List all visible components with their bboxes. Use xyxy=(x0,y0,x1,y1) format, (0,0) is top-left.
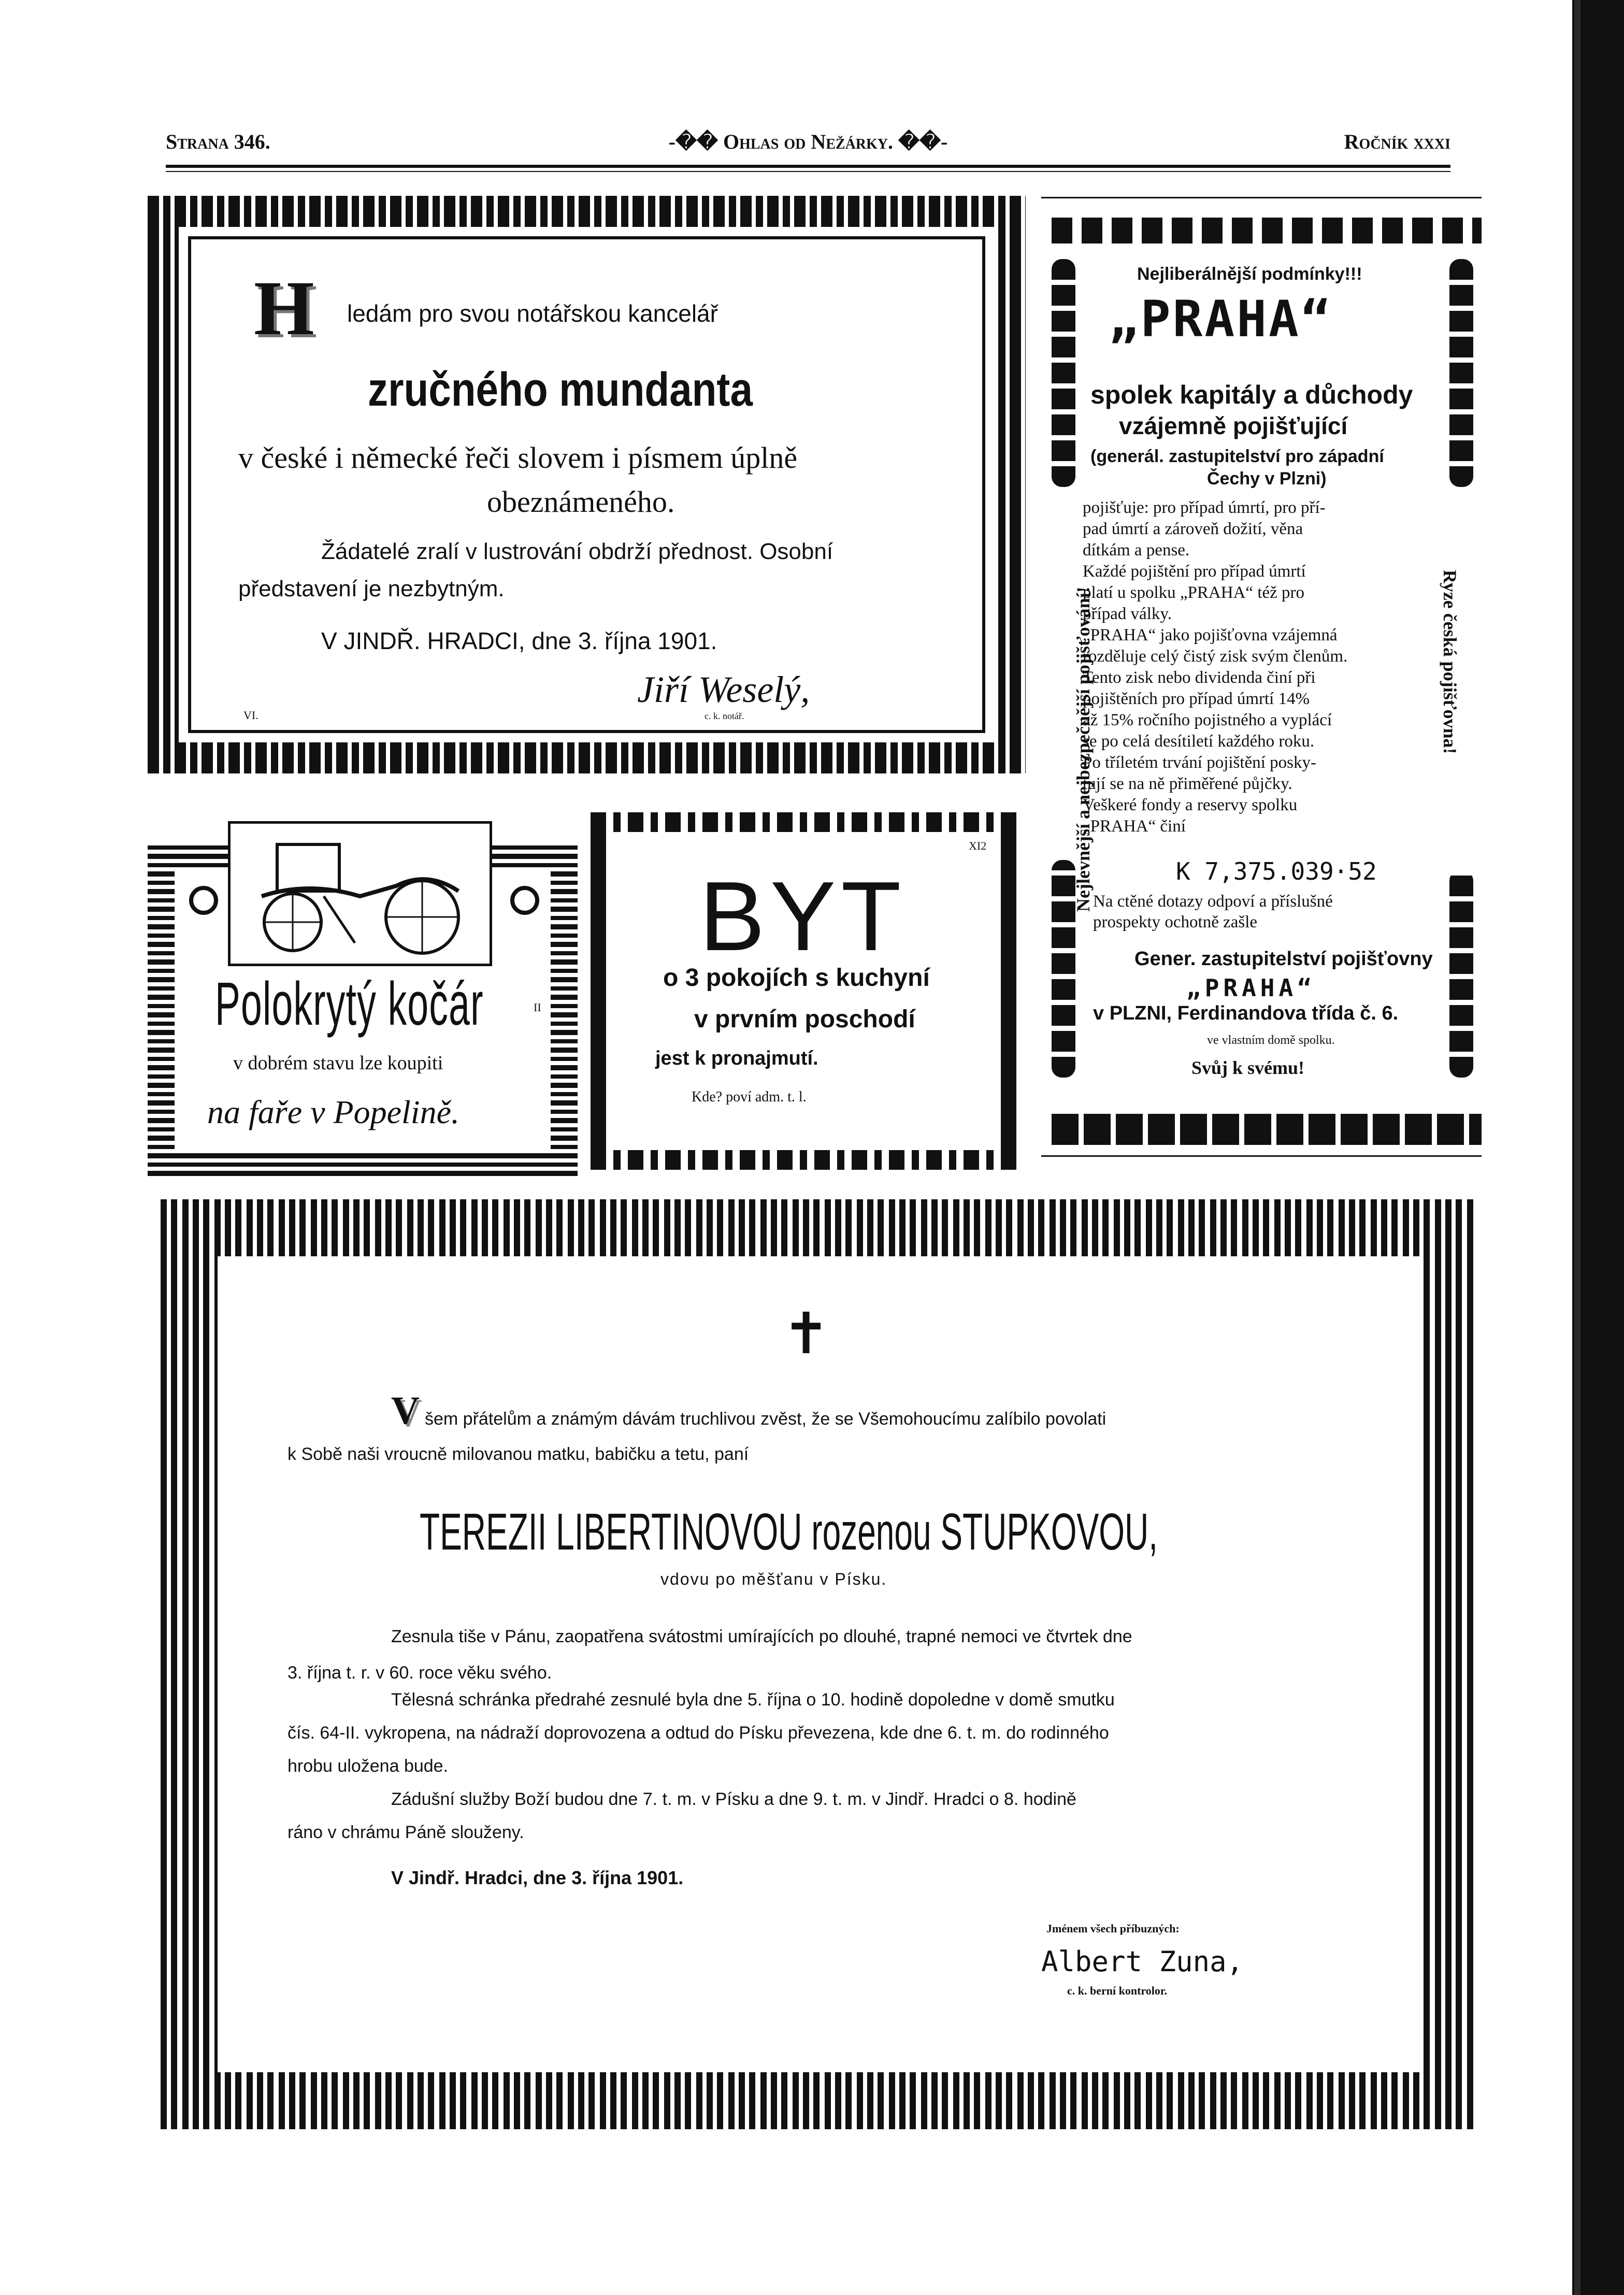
carriage-line2: na faře v Popelině. xyxy=(207,1094,459,1130)
praha-body-line: dítkám a pense. xyxy=(1083,541,1190,560)
obituary-family: Jménem všech příbuzných: xyxy=(1046,1922,1180,1935)
notary-drop-cap: H xyxy=(254,265,314,351)
header-rule-thin xyxy=(166,171,1450,172)
praha-body-line: rozděluje celý čistý zisk svým členům. xyxy=(1083,647,1348,666)
obituary-p2b: čís. 64-II. vykropena, na nádraží doprovozena a odtud do Písku převezena, kde dne 6. t. m. do rodinného xyxy=(288,1723,1109,1743)
obituary-widow: vdovu po měšťanu v Písku. xyxy=(660,1570,887,1588)
cross-icon: ✝ xyxy=(782,1302,830,1366)
praha-body-line: až 15% ročního pojistného a vyplácí xyxy=(1083,711,1332,729)
obituary-p1b: 3. října t. r. v 60. roce věku svého. xyxy=(288,1663,552,1683)
flat-title: BYT xyxy=(699,862,907,971)
praha-body-line: pad úmrtí a zároveň dožití, věna xyxy=(1083,520,1303,538)
praha-body-line: Veškeré fondy a reservy spolku xyxy=(1083,796,1298,814)
praha-body-line: „PRAHA“ činí xyxy=(1083,817,1186,836)
praha-side-right: Ryze česká pojišťovna! xyxy=(1440,570,1460,754)
praha-body-line: tují se na ně přiměřené půjčky. xyxy=(1083,774,1292,793)
praha-body-line: „PRAHA“ jako pojišťovna vzájemná xyxy=(1083,626,1338,644)
obituary-line1: šem přátelům a známým dávám truchlivou zvěst, že se Všemohoucímu zalíbilo povolati xyxy=(425,1409,1106,1429)
praha-address-note: ve vlastním domě spolku. xyxy=(1207,1034,1335,1047)
praha-body-line: případ války. xyxy=(1083,605,1172,623)
obituary-p2c: hrobu uložena bude. xyxy=(288,1756,449,1776)
praha-body2-line: Na ctěné dotazy odpoví a příslušné xyxy=(1093,892,1333,911)
flat-line4: Kde? poví adm. t. l. xyxy=(692,1089,807,1105)
header-rule xyxy=(166,165,1450,168)
notary-place-date: V JINDŘ. HRADCI, dne 3. října 1901. xyxy=(321,627,717,654)
praha-top-line: Nejliberálnější podmínky!!! xyxy=(1137,264,1362,284)
notary-line3: obeznámeného. xyxy=(487,485,675,519)
deceased-name: TEREZII LIBERTINOVOU rozenou STUPKOVOU, xyxy=(420,1503,1158,1561)
notary-signature-title: c. k. notář. xyxy=(705,711,744,721)
obituary-signer: Albert Zuna, xyxy=(1041,1945,1244,1978)
praha-body-line: Tento zisk nebo dividenda činí při xyxy=(1083,668,1316,687)
praha-body-line: pojišťuje: pro případ úmrtí, pro pří- xyxy=(1083,498,1326,517)
praha-address: v PLZNI, Ferdinandova třída č. 6. xyxy=(1093,1002,1399,1024)
praha-amount: K 7,375.039·52 xyxy=(1176,857,1377,885)
praha-body-line: pojištěních pro případ úmrtí 14% xyxy=(1083,690,1310,708)
obituary-p1a: Zesnula tiše v Pánu, zaopatřena svátostmi umírajících po dlouhé, trapné nemoci ve čtvrtek dne xyxy=(391,1627,1132,1646)
carriage-ornament-left xyxy=(189,886,218,915)
page-header xyxy=(166,130,1450,161)
praha-left-dots xyxy=(1052,259,1075,487)
praha-bottom-border xyxy=(1052,1114,1482,1145)
praha-sub1: spolek kapitály a důchody xyxy=(1090,380,1413,409)
obituary-drop-cap: V xyxy=(391,1389,420,1432)
praha-slogan: Svůj k svému! xyxy=(1191,1057,1305,1078)
notary-headline: zručného mundanta xyxy=(368,363,753,416)
obituary-p3a: Zádušní služby Boží budou dne 7. t. m. v Písku a dne 9. t. m. v Jindř. Hradci o 8. hodině xyxy=(391,1789,1076,1809)
praha-body-line: platí u spolku „PRAHA“ též pro xyxy=(1083,583,1305,602)
obituary-line2: k Sobě naši vroucně milovanou matku, babičku a tetu, paní xyxy=(288,1444,749,1464)
praha-body-line: Každé pojištění pro případ úmrtí xyxy=(1083,562,1306,581)
praha-top-rule xyxy=(1041,197,1482,198)
carriage-ad-number: II xyxy=(534,1001,541,1014)
flat-line2: v prvním poschodí xyxy=(694,1006,915,1033)
praha-agency: Gener. zastupitelství pojišťovny xyxy=(1134,948,1433,970)
obituary-p3b: ráno v chrámu Páně slouženy. xyxy=(288,1823,524,1842)
praha-name: „PRAHA“ xyxy=(1109,290,1333,348)
page-edge-shadow xyxy=(1572,0,1624,2295)
notary-line4: Žádatelé zralí v lustrování obdrží přednost. Osobní xyxy=(321,539,833,564)
obituary-place-date: V Jindř. Hradci, dne 3. října 1901. xyxy=(391,1867,684,1888)
praha-body2 xyxy=(1093,891,1445,933)
praha-body xyxy=(1083,497,1440,837)
notary-line2: v české i německé řeči slovem i písmem úplně xyxy=(238,441,798,475)
praha-name2: „PRAHA“ xyxy=(1186,974,1316,1002)
praha-body-line: Po tříletém trvání pojištění posky- xyxy=(1083,753,1316,772)
volume-number: Ročník xxxi xyxy=(1344,130,1450,153)
carriage-illustration-frame xyxy=(228,821,492,966)
carriage-line1: v dobrém stavu lze koupiti xyxy=(233,1052,443,1074)
newspaper-title: -�� Ohlas od Nežárky. ��- xyxy=(668,130,948,153)
obituary-p2a: Tělesná schránka předrahé zesnulé byla dne 5. října o 10. hodině dopoledne v domě smutku xyxy=(391,1690,1115,1710)
praha-bottom-rule xyxy=(1041,1155,1482,1157)
praha-right-dots-lower xyxy=(1449,870,1473,1078)
praha-x-border xyxy=(1052,218,1482,243)
carriage-ornament-right xyxy=(510,886,539,915)
carriage-icon xyxy=(231,824,490,964)
carriage-title: Polokrytý kočár xyxy=(215,970,484,1038)
flat-line1: o 3 pokojích s kuchyní xyxy=(663,964,930,992)
praha-side-left: Nejlevnější a nejbezpečnější pojišťování! xyxy=(1073,586,1094,912)
notary-ad-number: VI. xyxy=(243,709,258,722)
notary-line1: ledám pro svou notářskou kancelář xyxy=(347,300,718,327)
obituary-signer-title: c. k. berní kontrolor. xyxy=(1067,1984,1168,1997)
praha-body-line: se po celá desítiletí každého roku. xyxy=(1083,732,1315,751)
praha-right-dots xyxy=(1449,259,1473,487)
flat-ad-number: XI2 xyxy=(969,839,987,852)
praha-sub4: Čechy v Plzni) xyxy=(1207,469,1327,489)
notary-line5: představení je nezbytným. xyxy=(238,576,505,601)
praha-sub2: vzájemně pojišťující xyxy=(1119,412,1348,439)
praha-body2-line: prospekty ochotně zašle xyxy=(1093,913,1258,931)
page-number: Strana 346. xyxy=(166,130,270,153)
flat-line3: jest k pronajmutí. xyxy=(655,1048,818,1069)
notary-signature: Jiří Weselý, xyxy=(637,669,810,710)
praha-sub3: (generál. zastupitelství pro západní xyxy=(1090,447,1384,466)
